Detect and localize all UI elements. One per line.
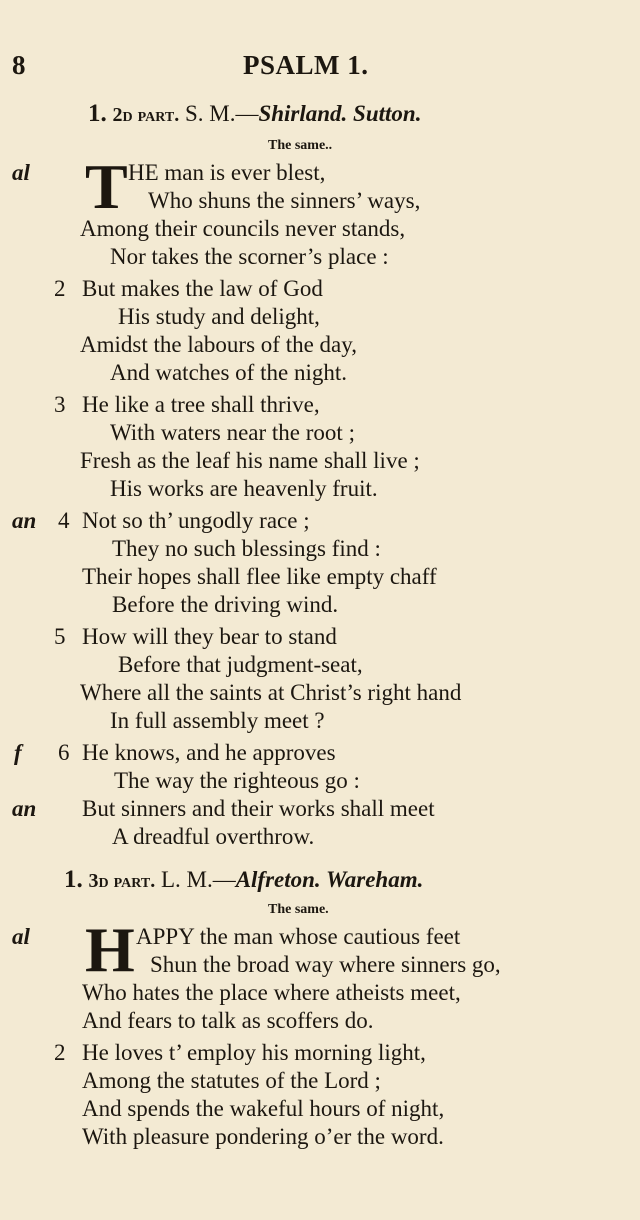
verse-line: He loves t’ employ his morning light,	[82, 1040, 426, 1065]
verse-number: 2	[54, 1040, 66, 1065]
verse-line: How will they bear to stand	[82, 624, 337, 649]
verse-line: Before the driving wind.	[112, 592, 339, 617]
section-heading-part2	[88, 100, 421, 128]
psalm-number: 1.	[88, 100, 107, 127]
verse-line: The way the righteous go :	[114, 768, 360, 793]
verse-line: And spends the wakeful hours of night,	[82, 1096, 445, 1121]
verse-line: He like a tree shall thrive,	[82, 392, 320, 417]
verse-line: HE man is ever blest,	[128, 160, 326, 185]
verse-number: 5	[54, 624, 66, 649]
margin-note: f	[14, 740, 22, 765]
verse-line: His works are heavenly fruit.	[110, 476, 378, 501]
verse-line: But sinners and their works shall meet	[82, 796, 435, 821]
section-subtitle: The same.	[268, 902, 329, 917]
meter: L. M.—	[160, 867, 236, 892]
verse-line: Not so th’ ungodly race ;	[82, 508, 310, 533]
verse-line: Among the statutes of the Lord ;	[82, 1068, 381, 1093]
verse-line: In full assembly meet ?	[110, 708, 325, 733]
verse-line: Among their councils never stands,	[80, 216, 406, 241]
verse-line: And fears to talk as scoffers do.	[82, 1008, 374, 1033]
verse-line: Their hopes shall flee like empty chaff	[82, 564, 437, 589]
tune-names: Alfreton. Wareham.	[235, 867, 424, 892]
verse-line: Nor takes the scorner’s place :	[110, 244, 389, 269]
margin-note: al	[12, 924, 30, 949]
verse-line: A dreadful overthrow.	[112, 824, 315, 849]
drop-cap: T	[85, 151, 128, 222]
margin-note: an	[12, 508, 37, 533]
drop-cap: H	[85, 914, 135, 985]
verse-line: Shun the broad way where sinners go,	[150, 952, 501, 977]
section-subtitle: The same..	[268, 138, 333, 153]
section-heading-part3	[64, 866, 423, 894]
page-number: 8	[12, 50, 26, 80]
meter: S. M.—	[184, 101, 259, 126]
verse-number: 6	[58, 740, 70, 765]
verse-line: APPY the man whose cautious feet	[136, 924, 461, 949]
margin-note: an	[12, 796, 37, 821]
verse-line: And watches of the night.	[110, 360, 347, 385]
verse-number: 2	[54, 276, 66, 301]
verse-line: Who hates the place where atheists meet,	[82, 980, 461, 1005]
verse-number: 3	[54, 392, 66, 417]
verse-line: He knows, and he approves	[82, 740, 336, 765]
page-title: PSALM 1.	[243, 50, 369, 80]
margin-note: al	[12, 160, 30, 185]
verse-line: His study and delight,	[118, 304, 320, 329]
part-label: 2d part.	[112, 104, 180, 126]
verse-number: 4	[58, 508, 70, 533]
part-label: 3d part.	[88, 870, 156, 892]
tune-names: Shirland. Sutton.	[258, 101, 422, 126]
verse-line: They no such blessings find :	[112, 536, 381, 561]
verse-line: With pleasure pondering o’er the word.	[82, 1124, 444, 1149]
verse-line: With waters near the root ;	[110, 420, 355, 445]
verse-line: Where all the saints at Christ’s right hand	[80, 680, 462, 705]
verse-line: Amidst the labours of the day,	[80, 332, 358, 357]
verse-line: Who shuns the sinners’ ways,	[148, 188, 421, 213]
verse-line: Before that judgment-seat,	[118, 652, 363, 677]
psalm-number: 1.	[64, 866, 83, 893]
verse-line: Fresh as the leaf his name shall live ;	[80, 448, 420, 473]
verse-line: But makes the law of God	[82, 276, 323, 301]
